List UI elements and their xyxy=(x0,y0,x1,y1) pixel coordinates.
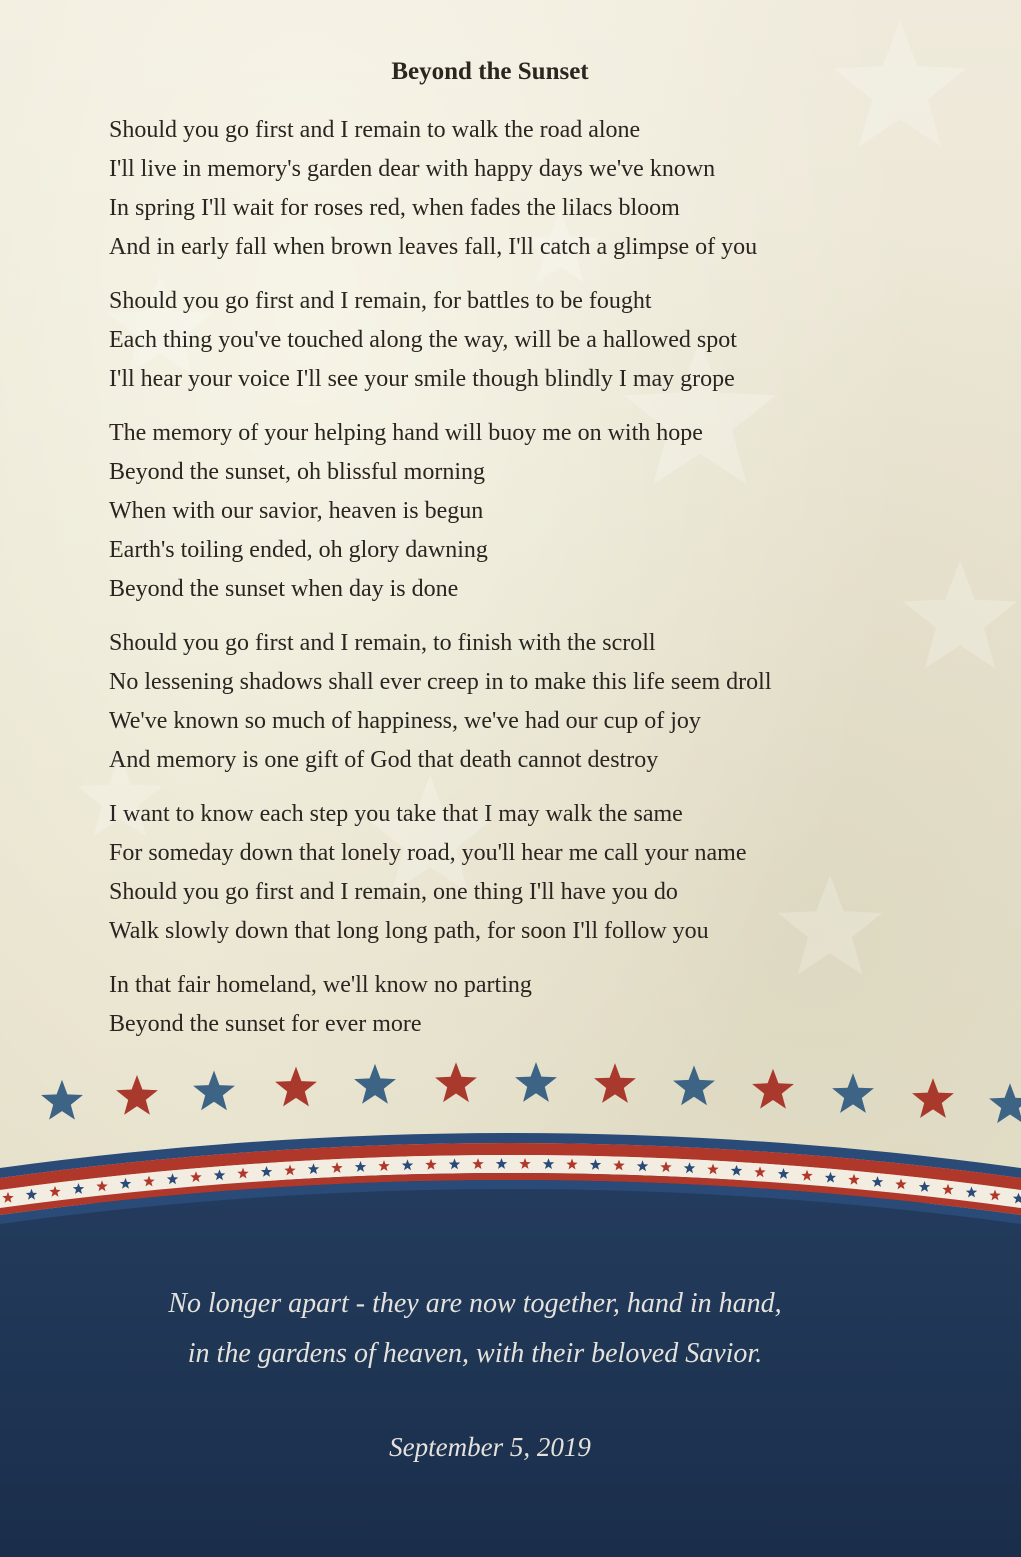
poem-line: We've known so much of happiness, we've had our cup of joy xyxy=(109,708,701,734)
poem-stanza xyxy=(109,969,969,1047)
poem-line: I'll live in memory's garden dear with happy days we've known xyxy=(109,156,716,182)
poem-line: And memory is one gift of God that death cannot destroy xyxy=(109,747,659,773)
memorial-quote-line-2: in the gardens of heaven, with their beloved Savior. xyxy=(187,1338,763,1369)
poem-line: Walk slowly down that long long path, for soon I'll follow you xyxy=(109,918,709,944)
decorative-star-icon xyxy=(832,1073,874,1113)
poem-line: In spring I'll wait for roses red, when fades the lilacs bloom xyxy=(109,195,680,221)
poem-line: Should you go first and I remain, for battles to be fought xyxy=(109,288,652,314)
poem-line: Each thing you've touched along the way, will be a hallowed spot xyxy=(109,327,737,353)
poem-title: Beyond the Sunset xyxy=(391,58,589,85)
poem-line: And in early fall when brown leaves fall, I'll catch a glimpse of you xyxy=(109,234,758,260)
poem-stanza xyxy=(109,417,969,612)
decorative-star-icon xyxy=(354,1064,396,1104)
poem-line: Should you go first and I remain, one thing I'll have you do xyxy=(109,879,678,905)
poem-body xyxy=(109,114,969,1062)
poem-stanza xyxy=(109,285,969,402)
decorative-star-icon xyxy=(912,1078,954,1118)
decorative-star-icon xyxy=(193,1071,235,1111)
poem-line: Beyond the sunset when day is done xyxy=(109,576,459,602)
memorial-quote-line-1: No longer apart - they are now together, hand in hand, xyxy=(168,1288,782,1319)
memorial-date: September 5, 2019 xyxy=(389,1432,591,1462)
decorative-star-icon xyxy=(435,1062,477,1102)
poem-line: In that fair homeland, we'll know no parting xyxy=(109,972,532,998)
decorative-star-icon xyxy=(275,1067,317,1107)
poem-line: I'll hear your voice I'll see your smile though blindly I may grope xyxy=(109,366,735,392)
poem-line: Earth's toiling ended, oh glory dawning xyxy=(109,537,488,563)
poem-stanza xyxy=(109,627,969,783)
poem-line: Should you go first and I remain to walk the road alone xyxy=(109,117,641,143)
poem-stanza xyxy=(109,114,969,270)
decorative-star-icon xyxy=(752,1069,794,1109)
poem-line: I want to know each step you take that I may walk the same xyxy=(109,801,683,827)
poem-stanza xyxy=(109,798,969,954)
poem-line: The memory of your helping hand will buoy me on with hope xyxy=(109,420,703,446)
decorative-star-icon xyxy=(41,1080,83,1120)
decorative-star-icon xyxy=(515,1062,557,1102)
poem-line: For someday down that lonely road, you'll hear me call your name xyxy=(109,840,747,866)
decorative-star-icon xyxy=(989,1083,1021,1123)
decorative-star-icon xyxy=(594,1063,636,1103)
poem-line: When with our savior, heaven is begun xyxy=(109,498,484,524)
poem-line: Should you go first and I remain, to finish with the scroll xyxy=(109,630,656,656)
decorative-star-icon xyxy=(116,1075,158,1115)
poem-line: Beyond the sunset for ever more xyxy=(109,1011,422,1037)
poem-line: No lessening shadows shall ever creep in to make this life seem droll xyxy=(109,669,772,695)
decorative-star-icon xyxy=(673,1065,715,1105)
poem-line: Beyond the sunset, oh blissful morning xyxy=(109,459,485,485)
